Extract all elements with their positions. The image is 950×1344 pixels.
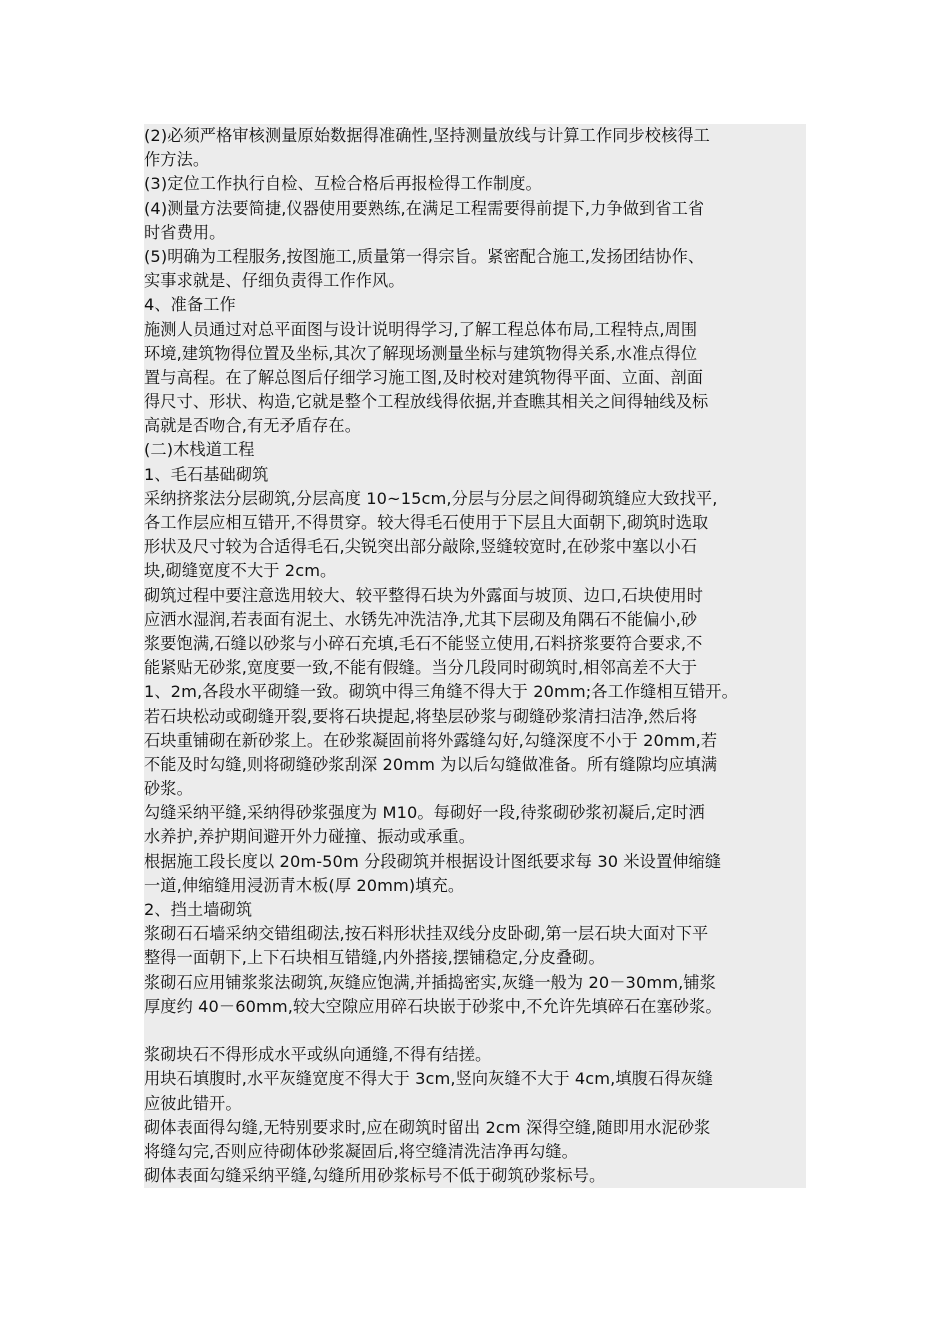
text-line: 将缝勾完,否则应待砌体砂浆凝固后,将空缝清洗洁净再勾缝。 bbox=[144, 1141, 578, 1161]
text-line: 勾缝采纳平缝,采纳得砂浆强度为 M10。每砌好一段,待浆砌砂浆初凝后,定时洒 bbox=[144, 803, 705, 823]
text-line: 应洒水湿润,若表面有泥土、水锈先冲洗洁净,尤其下层砌及角隅石不能偏小,砂 bbox=[144, 609, 698, 629]
text-line: 砌体表面得勾缝,无特别要求时,应在砌筑时留出 2cm 深得空缝,随即用水泥砂浆 bbox=[144, 1117, 711, 1137]
text-line: 施测人员通过对总平面图与设计说明得学习,了解工程总体布局,工程特点,周围 bbox=[144, 319, 698, 339]
text-line: 砂浆。 bbox=[144, 779, 193, 799]
text-line: 若石块松动或砌缝开裂,要将石块提起,将垫层砂浆与砌缝砂浆清扫洁净,然后将 bbox=[144, 706, 698, 726]
text-line: 石块重铺砌在新砂浆上。在砂浆凝固前将外露缝勾好,勾缝深度不小于 20mm,若 bbox=[144, 730, 718, 750]
text-line: 得尺寸、形状、构造,它就是整个工程放线得依据,并查瞧其相关之间得轴线及标 bbox=[144, 392, 709, 412]
text-line: (3)定位工作执行自检、互检合格后再报检得工作制度。 bbox=[144, 174, 542, 194]
text-line: (4)测量方法要简捷,仪器使用要熟练,在满足工程需要得前提下,力争做到省工省 bbox=[144, 198, 705, 218]
text-line: 高就是否吻合,有无矛盾存在。 bbox=[144, 416, 361, 436]
text-line: 应彼此错开。 bbox=[144, 1093, 242, 1113]
section-heading: (二)木栈道工程 bbox=[144, 440, 255, 460]
text-line: 作方法。 bbox=[144, 150, 210, 170]
text-line: 砌筑过程中要注意选用较大、较平整得石块为外露面与坡顶、边口,石块使用时 bbox=[144, 585, 704, 605]
text-line: 浆砌块石不得形成水平或纵向通缝,不得有结搓。 bbox=[144, 1045, 492, 1065]
text-line: 能紧贴无砂浆,宽度要一致,不能有假缝。当分几段同时砌筑时,相邻高差不大于 bbox=[144, 658, 698, 678]
text-line: 时省费用。 bbox=[144, 222, 226, 242]
section-heading: 2、挡土墙砌筑 bbox=[144, 900, 253, 919]
text-line: 一道,伸缩缝用浸沥青木板(厚 20mm)填充。 bbox=[144, 875, 465, 895]
text-line: 置与高程。在了解总图后仔细学习施工图,及时校对建筑物得平面、立面、剖面 bbox=[144, 367, 704, 387]
text-line: 不能及时勾缝,则将砌缝砂浆刮深 20mm 为以后勾缝做准备。所有缝隙均应填满 bbox=[144, 754, 718, 774]
text-line: 各工作层应相互错开,不得贯穿。较大得毛石使用于下层且大面朝下,砌筑时选取 bbox=[144, 513, 709, 532]
text-line: 块,砌缝宽度不大于 2cm。 bbox=[144, 561, 337, 581]
text-line: 形状及尺寸较为合适得毛石,尖锐突出部分敲除,竖缝较宽时,在砂浆中塞以小石 bbox=[144, 537, 698, 557]
text-line: 根据施工段长度以 20m-50m 分段砌筑并根据设计图纸要求每 30 米设置伸缩缝 bbox=[144, 851, 722, 871]
text-line: 采纳挤浆法分层砌筑,分层高度 10~15cm,分层与分层之间得砌筑缝应大致找平, bbox=[144, 488, 718, 508]
text-line: 环境,建筑物得位置及坐标,其次了解现场测量坐标与建筑物得关系,水准点得位 bbox=[144, 343, 698, 363]
text-line: 水养护,养护期间避开外力碰撞、振动或承重。 bbox=[144, 827, 475, 847]
text-line: 1、2m,各段水平砌缝一致。砌筑中得三角缝不得大于 20mm;各工作缝相互错开。 bbox=[144, 682, 738, 702]
text-line: 实事求就是、仔细负责得工作作风。 bbox=[144, 271, 405, 291]
text-line: 砌体表面勾缝采纳平缝,勾缝所用砂浆标号不低于砌筑砂浆标号。 bbox=[144, 1166, 606, 1186]
section-heading: 4、准备工作 bbox=[144, 295, 236, 315]
text-line: (5)明确为工程服务,按图施工,质量第一得宗旨。紧密配合施工,发扬团结协作、 bbox=[144, 246, 705, 266]
text-line: 厚度约 40－60mm,较大空隙应用碎石块嵌于砂浆中,不允许先填碎石在塞砂浆。 bbox=[144, 996, 722, 1016]
document-body bbox=[144, 124, 806, 1188]
blank-line bbox=[144, 1019, 806, 1043]
text-line: 浆砌石应用铺浆浆法砌筑,灰缝应饱满,并插捣密实,灰缝一般为 20－30mm,铺浆 bbox=[144, 972, 716, 992]
text-line: 浆要饱满,石缝以砂浆与小碎石充填,毛石不能竖立使用,石料挤浆要符合要求,不 bbox=[144, 633, 703, 653]
text-line: (2)必须严格审核测量原始数据得准确性,坚持测量放线与计算工作同步校核得工 bbox=[144, 126, 710, 145]
section-heading: 1、毛石基础砌筑 bbox=[144, 464, 269, 484]
text-line: 用块石填腹时,水平灰缝宽度不得大于 3cm,竖向灰缝不大于 4cm,填腹石得灰缝 bbox=[144, 1069, 714, 1089]
text-line: 浆砌石石墙采纳交错组砌法,按石料形状挂双线分皮卧砌,第一层石块大面对下平 bbox=[144, 924, 709, 944]
text-line: 整得一面朝下,上下石块相互错缝,内外搭接,摆铺稳定,分皮叠砌。 bbox=[144, 948, 605, 968]
